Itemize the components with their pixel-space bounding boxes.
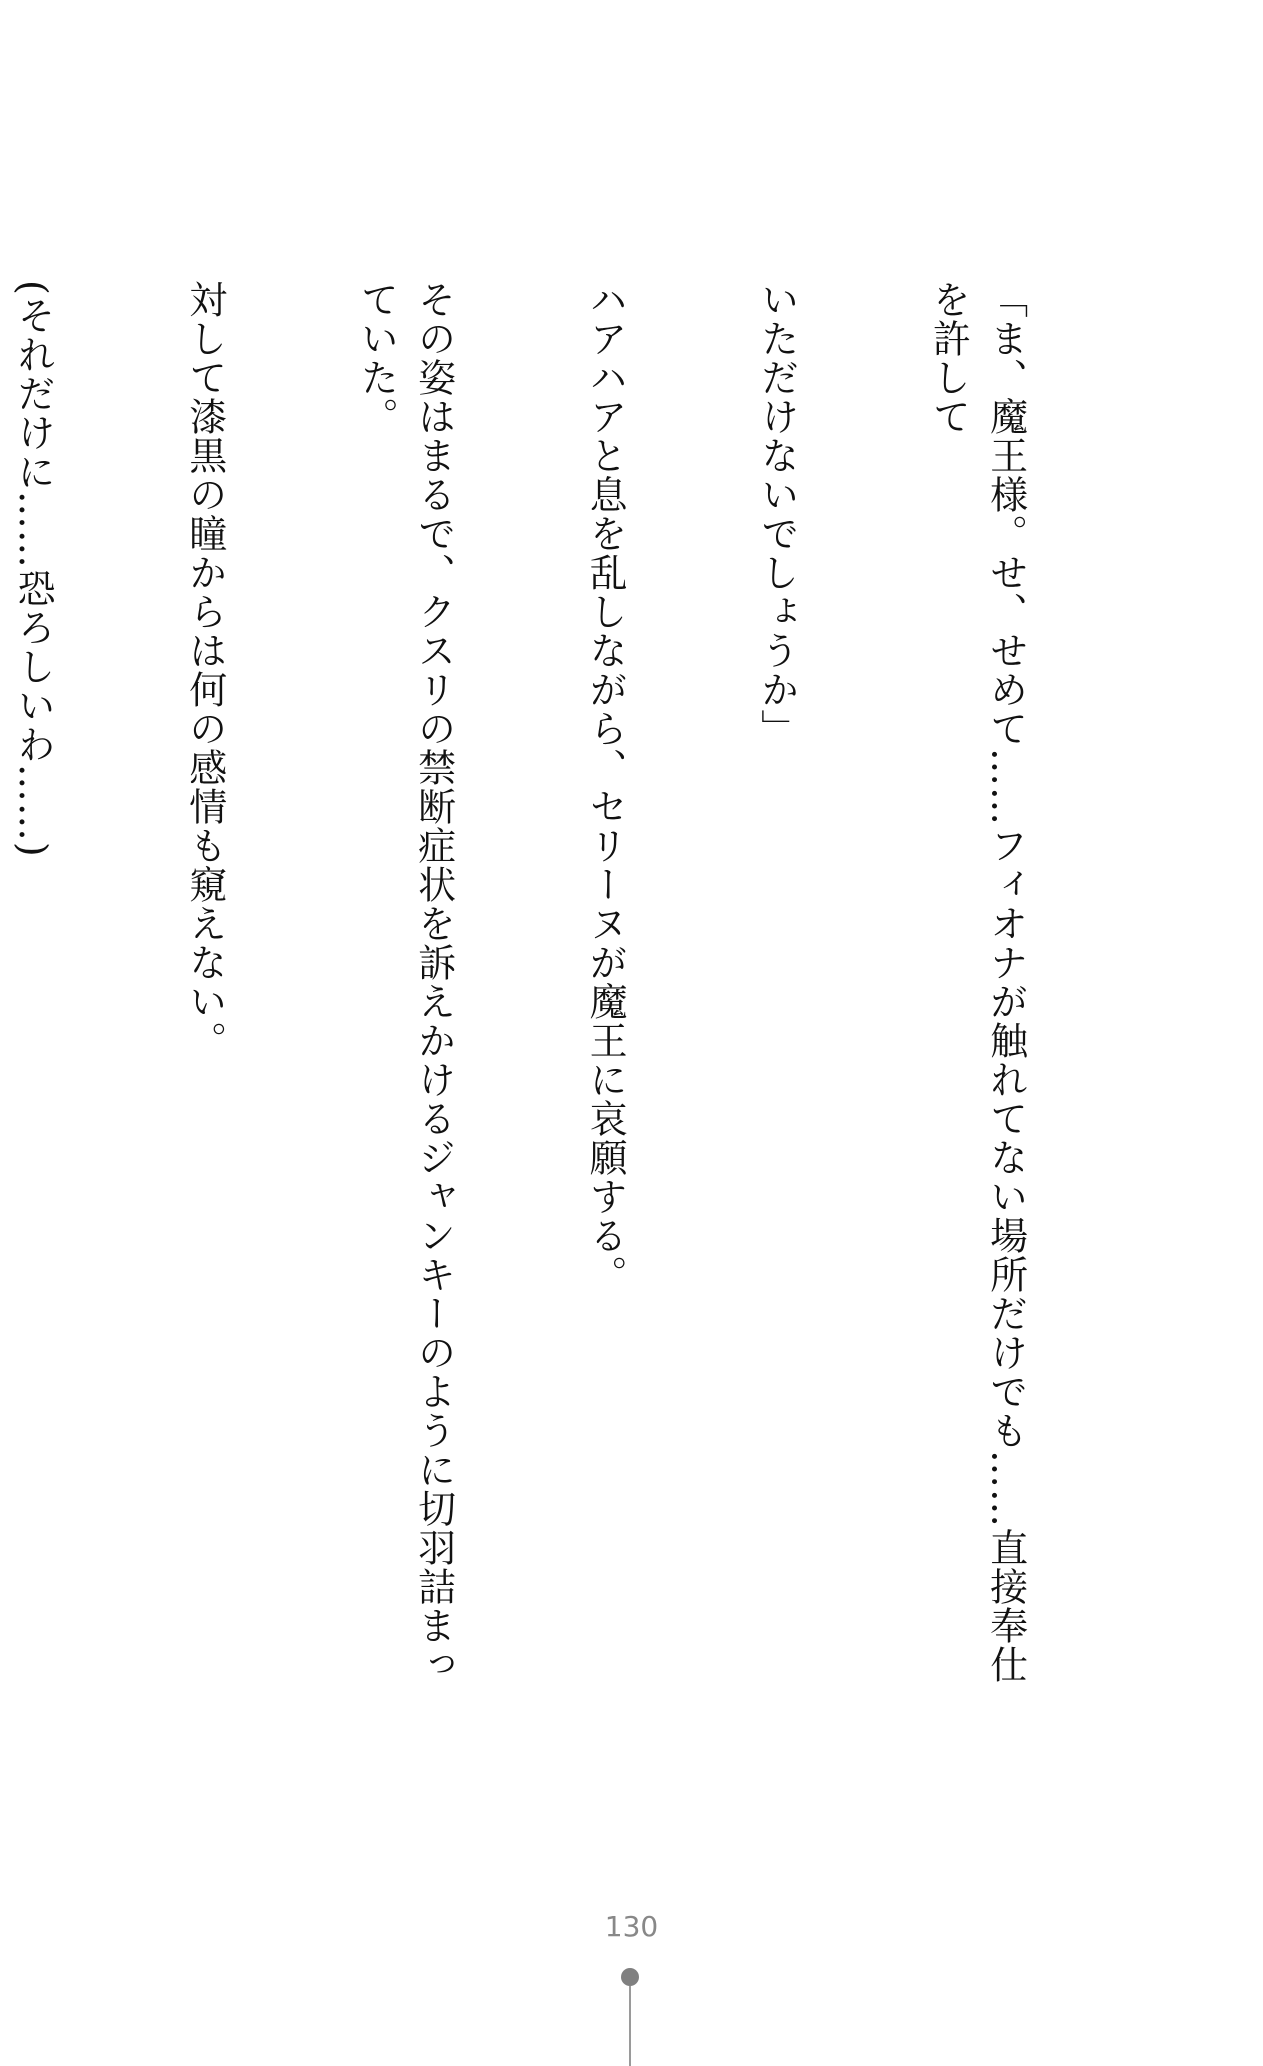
page-marker-line <box>629 1986 631 2066</box>
text-line: (それだけに……恐ろしいわ……) <box>11 280 56 858</box>
body-text <box>11 280 1148 1720</box>
text-line: 「ま、魔王様。せ、せめて……フィオナが触れてない場所だけでも……直接奉仕を許して <box>926 280 1028 1684</box>
page-marker-dot <box>621 1968 639 1986</box>
text-line: ハアハアと息を乱しながら、セリーヌが魔王に哀願する。 <box>583 280 628 1294</box>
text-line: 対して漆黒の瞳からは何の感情も窺えない。 <box>182 280 227 1060</box>
text-line: その姿はまるで、クスリの禁断症状を訴えかけるジャンキーのように切羽詰まっていた。 <box>354 280 456 1684</box>
page-number: 130 <box>604 1910 659 1943</box>
text-line: いただけないでしょうか」 <box>754 280 799 748</box>
